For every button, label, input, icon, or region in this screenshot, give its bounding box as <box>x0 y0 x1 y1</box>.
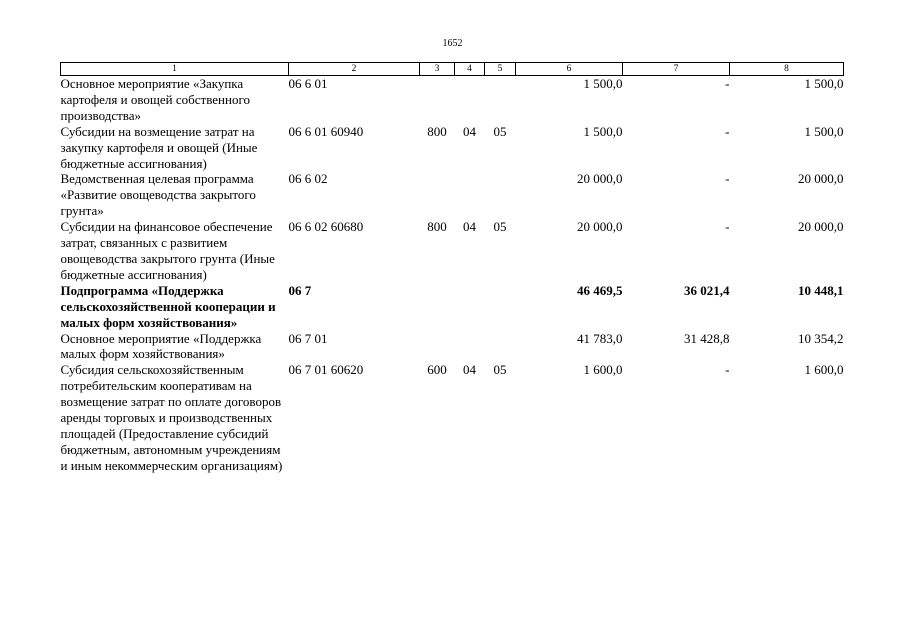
row-amount-col8-cell: 20 000,0 <box>798 219 844 235</box>
row-amount-col7-cell: 36 021,4 <box>684 282 730 298</box>
column-number-header: 5 <box>485 63 516 76</box>
row-amount-col8-cell: 10 354,2 <box>798 330 844 346</box>
row-name-cell: Основное мероприятие «Закупка картофеля и овощей собственного производства» <box>60 76 250 123</box>
row-subsection-cell: 05 <box>493 362 507 378</box>
row-name-cell: Основное мероприятие «Поддержка малых форм хозяйствования» <box>60 330 262 362</box>
row-type-cell <box>420 171 455 219</box>
column-number-header: 2 <box>289 63 420 76</box>
row-code-cell: 06 7 <box>288 282 312 298</box>
row-name-cell: Субсидии на финансовое обеспечение затрат, связанных с развитием овощеводства закрытого грунта (Иные бюджетные ассигнования) <box>60 219 275 282</box>
row-section-cell: 04 <box>463 219 476 235</box>
row-name-cell: Субсидия сельскохозяйственным потребительским кооперативам на возмещение затрат по оплате договоров аренды торговых и производственных площадей (Предоставление субсидий бюджетным, автономным учреждениям и иным некоммерческим организациям) <box>60 362 283 473</box>
column-number-header: 8 <box>730 63 844 76</box>
budget-table <box>60 62 844 474</box>
row-section-cell: 04 <box>463 362 476 378</box>
row-subsection-cell: 05 <box>493 219 507 235</box>
row-amount-col7-cell: - <box>725 123 730 139</box>
row-type-cell: 600 <box>427 362 447 378</box>
row-section-cell: 04 <box>463 123 476 139</box>
row-type-cell <box>420 283 455 331</box>
row-name-cell: Субсидии на возмещение затрат на закупку картофеля и овощей (Иные бюджетные ассигнования) <box>60 123 258 171</box>
column-number-header-row <box>61 63 844 76</box>
row-amount-col7-cell: - <box>725 171 730 187</box>
row-type-cell: 800 <box>427 219 447 235</box>
row-amount-total-cell: 1 500,0 <box>583 123 623 139</box>
page-number: 1652 <box>442 38 463 49</box>
row-amount-total-cell: 1 600,0 <box>583 362 623 378</box>
row-amount-col8-cell: 1 600,0 <box>804 362 844 378</box>
row-type-cell: 800 <box>427 123 447 139</box>
column-number-header: 3 <box>420 63 455 76</box>
row-amount-col7-cell: - <box>725 219 730 235</box>
row-subsection-cell <box>485 76 516 124</box>
row-type-cell <box>420 76 455 124</box>
row-subsection-cell: 05 <box>493 123 507 139</box>
row-amount-total-cell: 46 469,5 <box>577 282 623 298</box>
row-section-cell <box>455 171 485 219</box>
column-number-header: 1 <box>61 63 289 76</box>
row-code-cell: 06 6 01 <box>288 76 328 91</box>
row-amount-col7-cell: - <box>725 362 730 378</box>
column-number-header: 7 <box>623 63 730 76</box>
table-row <box>61 124 844 172</box>
row-amount-total-cell: 1 500,0 <box>583 76 623 91</box>
row-subsection-cell <box>485 171 516 219</box>
row-amount-col8-cell: 1 500,0 <box>804 76 844 91</box>
row-section-cell <box>455 331 485 363</box>
row-code-cell: 06 7 01 <box>288 330 328 346</box>
row-amount-total-cell: 41 783,0 <box>577 330 623 346</box>
column-number-header: 4 <box>455 63 485 76</box>
row-type-cell <box>420 331 455 363</box>
row-section-cell <box>455 283 485 331</box>
row-subsection-cell <box>485 283 516 331</box>
row-amount-total-cell: 20 000,0 <box>577 219 623 235</box>
row-name-cell: Ведомственная целевая программа «Развитие овощеводства закрытого грунта» <box>60 171 256 219</box>
row-amount-col7-cell: 31 428,8 <box>684 330 730 346</box>
row-code-cell: 06 6 02 60680 <box>288 219 364 235</box>
budget-table-body <box>61 76 844 474</box>
table-row <box>61 76 844 124</box>
row-amount-total-cell: 20 000,0 <box>577 171 623 187</box>
row-amount-col8-cell: 10 448,1 <box>798 282 844 298</box>
row-subsection-cell <box>485 331 516 363</box>
row-name-cell: Подпрограмма «Поддержка сельскохозяйственной кооперации и малых форм хозяйствования» <box>60 282 276 330</box>
table-row <box>61 171 844 219</box>
table-row <box>61 283 844 331</box>
row-amount-col8-cell: 20 000,0 <box>798 171 844 187</box>
table-row <box>61 331 844 363</box>
column-number-header: 6 <box>516 63 623 76</box>
table-row <box>61 219 844 283</box>
row-code-cell: 06 6 02 <box>288 171 328 187</box>
table-row <box>61 362 844 473</box>
row-amount-col8-cell: 1 500,0 <box>804 123 844 139</box>
row-code-cell: 06 6 01 60940 <box>288 123 364 139</box>
row-section-cell <box>455 76 485 124</box>
row-code-cell: 06 7 01 60620 <box>288 362 364 378</box>
row-amount-col7-cell: - <box>725 76 730 91</box>
